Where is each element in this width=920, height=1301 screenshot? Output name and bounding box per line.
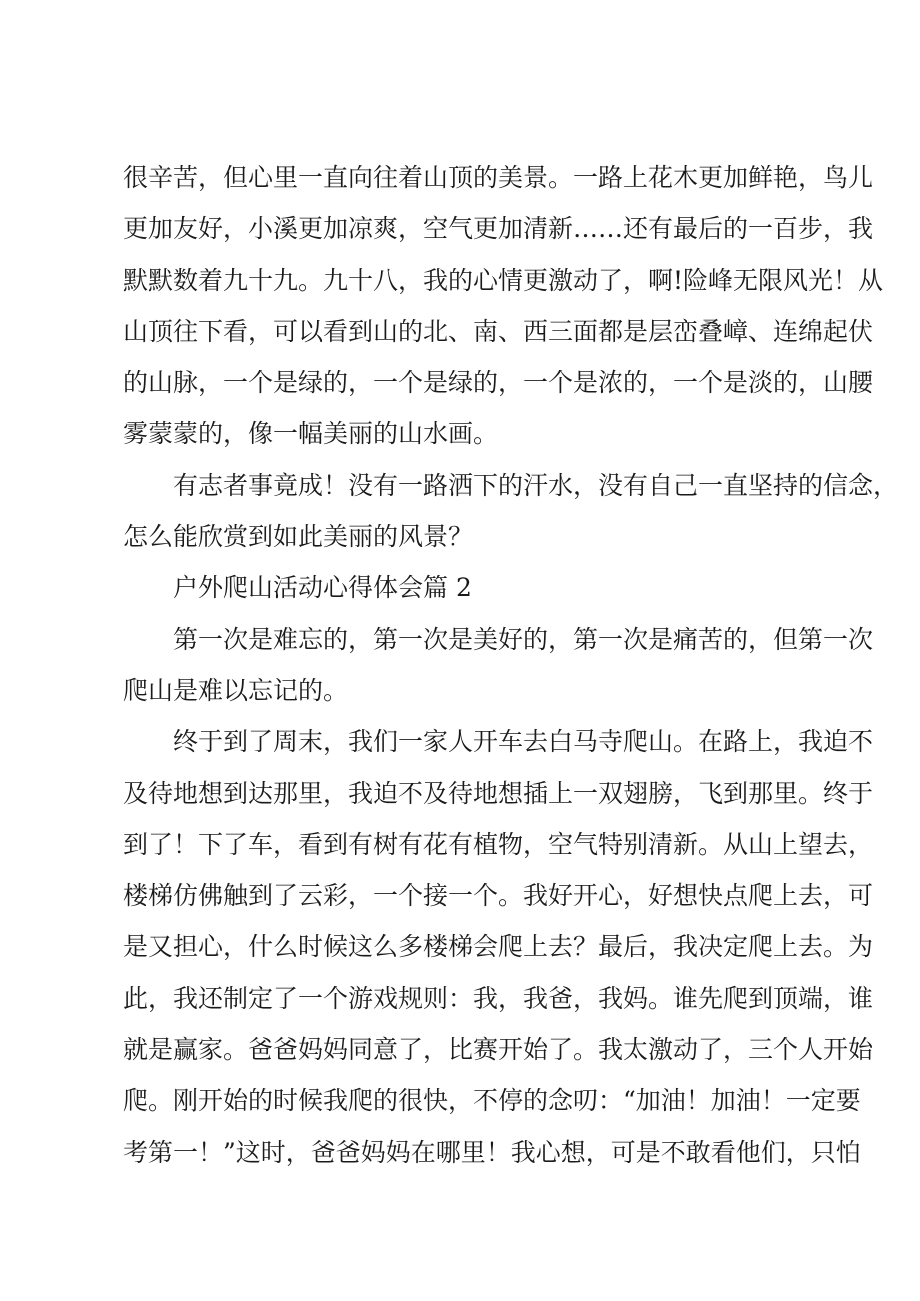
paragraph-start-line: 有志者事竟成！没有一路洒下的汗水，没有自己一直坚持的信念， bbox=[173, 470, 899, 500]
article-body bbox=[123, 152, 899, 1178]
paragraph-start-line: 终于到了周末，我们一家人开车去白马寺爬山。在路上，我迫不 bbox=[173, 727, 874, 757]
text-line: 到了！下了车，看到有树有花有植物，空气特别清新。从山上望去， bbox=[123, 829, 874, 859]
text-line: 及待地想到达那里，我迫不及待地想插上一双翅膀，飞到那里。终于 bbox=[123, 778, 874, 808]
section-heading: 户外爬山活动心得体会篇 2 bbox=[173, 573, 472, 603]
text-line: 考第一！”这时，爸爸妈妈在哪里！我心想，可是不敢看他们，只怕 bbox=[123, 1137, 861, 1167]
text-line: 爬山是难以忘记的。 bbox=[123, 675, 349, 705]
text-line: 是又担心，什么时候这么多楼梯会爬上去？最后，我决定爬上去。为 bbox=[123, 932, 874, 962]
text-line: 此，我还制定了一个游戏规则：我，我爸，我妈。谁先爬到顶端，谁 bbox=[123, 983, 874, 1013]
text-line: 就是赢家。爸爸妈妈同意了，比赛开始了。我太激动了，三个人开始 bbox=[123, 1035, 874, 1065]
paragraph-start-line: 第一次是难忘的，第一次是美好的，第一次是痛苦的，但第一次 bbox=[173, 624, 874, 654]
text-line: 山顶往下看，可以看到山的北、南、西三面都是层峦叠嶂、连绵起伏 bbox=[123, 316, 874, 346]
text-line: 楼梯仿佛触到了云彩，一个接一个。我好开心，好想快点爬上去，可 bbox=[123, 881, 874, 911]
text-line: 爬。刚开始的时候我爬的很快，不停的念叨：“加油！加油！一定要 bbox=[123, 1086, 861, 1116]
text-line: 怎么能欣赏到如此美丽的风景？ bbox=[123, 522, 474, 552]
text-line: 的山脉，一个是绿的，一个是绿的，一个是浓的，一个是淡的，山腰 bbox=[123, 368, 874, 398]
text-line: 很辛苦，但心里一直向往着山顶的美景。一路上花木更加鲜艳，鸟儿 bbox=[123, 163, 874, 192]
text-line: 默默数着九十九。九十八，我的心情更激动了，啊!险峰无限风光！从 bbox=[123, 265, 884, 295]
text-line: 更加友好，小溪更加凉爽，空气更加清新……还有最后的一百步，我 bbox=[123, 214, 874, 244]
text-line: 雾蒙蒙的，像一幅美丽的山水画。 bbox=[123, 419, 499, 449]
